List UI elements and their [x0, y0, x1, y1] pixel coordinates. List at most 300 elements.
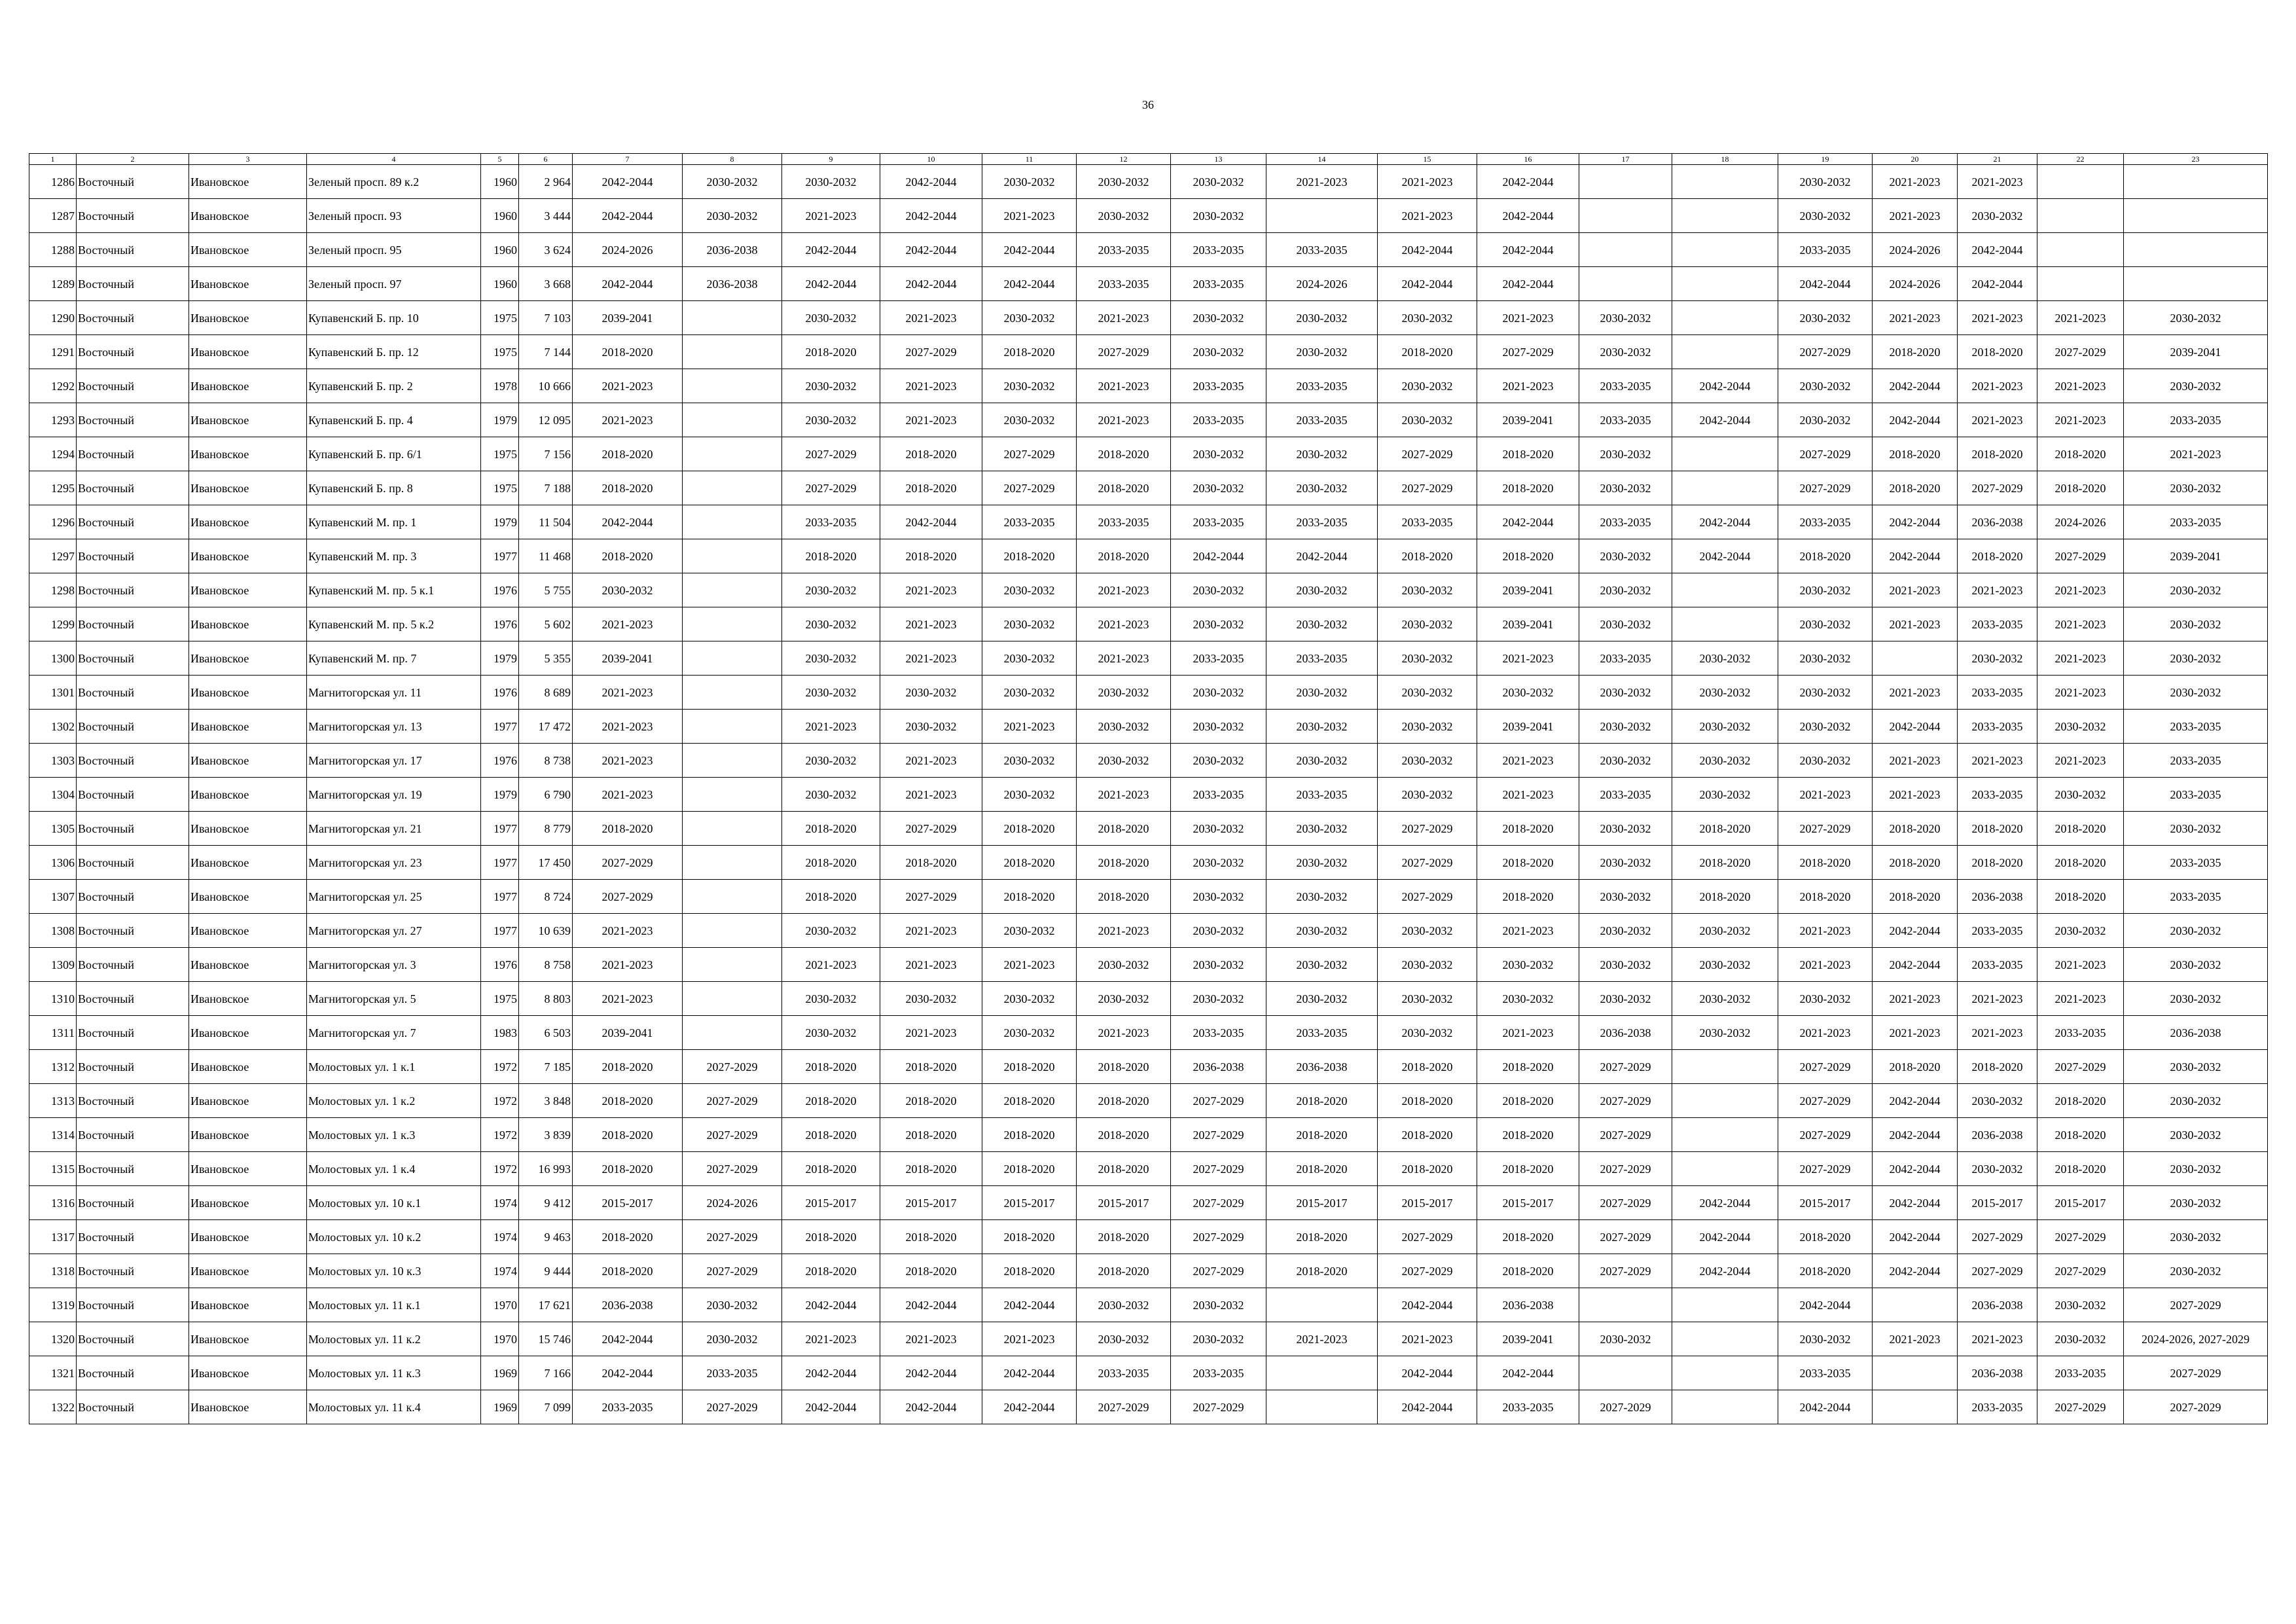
work-period-20-cell: 2042-2044	[1873, 1118, 1958, 1152]
build-year-cell: 1975	[481, 437, 519, 471]
row-number-cell: 1322	[29, 1390, 77, 1424]
work-period-22-cell	[2037, 165, 2124, 199]
work-period-17-cell: 2033-2035	[1579, 778, 1672, 812]
municipal-area-cell: Ивановское	[189, 641, 307, 676]
column-number-9: 9	[782, 154, 880, 165]
work-period-16-cell: 2021-2023	[1477, 369, 1579, 403]
work-period-14-cell	[1266, 1390, 1378, 1424]
work-period-14-cell: 2030-2032	[1266, 437, 1378, 471]
municipal-area-cell: Ивановское	[189, 437, 307, 471]
work-period-23-cell: 2021-2023	[2124, 437, 2268, 471]
table-row	[29, 880, 2268, 914]
municipal-area-cell: Ивановское	[189, 710, 307, 744]
work-period-22-cell: 2027-2029	[2037, 1390, 2124, 1424]
work-period-10-cell: 2042-2044	[880, 1288, 982, 1322]
municipal-area-cell: Ивановское	[189, 1390, 307, 1424]
row-number-cell: 1303	[29, 744, 77, 778]
work-period-21-cell: 2036-2038	[1958, 1288, 2037, 1322]
work-period-14-cell: 2033-2035	[1266, 641, 1378, 676]
work-period-23-cell: 2027-2029	[2124, 1356, 2268, 1390]
work-period-19-cell: 2030-2032	[1778, 573, 1873, 607]
work-period-21-cell: 2021-2023	[1958, 744, 2037, 778]
work-period-19-cell: 2018-2020	[1778, 1254, 1873, 1288]
work-period-17-cell: 2027-2029	[1579, 1390, 1672, 1424]
work-period-9-cell: 2030-2032	[782, 1016, 880, 1050]
work-period-7-cell: 2018-2020	[573, 1254, 683, 1288]
work-period-12-cell: 2018-2020	[1077, 1220, 1171, 1254]
work-period-21-cell: 2018-2020	[1958, 846, 2037, 880]
work-period-9-cell: 2018-2020	[782, 880, 880, 914]
work-period-16-cell: 2018-2020	[1477, 1152, 1579, 1186]
work-period-14-cell: 2018-2020	[1266, 1254, 1378, 1288]
work-period-16-cell: 2042-2044	[1477, 233, 1579, 267]
district-cell: Восточный	[77, 710, 189, 744]
work-period-21-cell: 2021-2023	[1958, 1016, 2037, 1050]
work-period-13-cell: 2030-2032	[1171, 914, 1266, 948]
district-cell: Восточный	[77, 982, 189, 1016]
work-period-15-cell: 2030-2032	[1378, 403, 1477, 437]
work-period-15-cell: 2018-2020	[1378, 335, 1477, 369]
work-period-21-cell: 2027-2029	[1958, 1220, 2037, 1254]
work-period-17-cell: 2033-2035	[1579, 641, 1672, 676]
area-cell: 9 463	[519, 1220, 573, 1254]
row-number-cell: 1298	[29, 573, 77, 607]
work-period-7-cell: 2036-2038	[573, 1288, 683, 1322]
work-period-17-cell: 2030-2032	[1579, 607, 1672, 641]
work-period-23-cell: 2033-2035	[2124, 403, 2268, 437]
work-period-20-cell: 2021-2023	[1873, 301, 1958, 335]
work-period-16-cell: 2015-2017	[1477, 1186, 1579, 1220]
work-period-11-cell: 2042-2044	[982, 267, 1077, 301]
work-period-9-cell: 2021-2023	[782, 948, 880, 982]
row-number-cell: 1302	[29, 710, 77, 744]
work-period-9-cell: 2027-2029	[782, 471, 880, 505]
work-period-23-cell: 2030-2032	[2124, 471, 2268, 505]
work-period-9-cell: 2030-2032	[782, 914, 880, 948]
table-row	[29, 505, 2268, 539]
municipal-area-cell: Ивановское	[189, 1084, 307, 1118]
work-period-14-cell: 2033-2035	[1266, 233, 1378, 267]
address-cell: Зеленый просп. 93	[307, 199, 481, 233]
municipal-area-cell: Ивановское	[189, 403, 307, 437]
work-period-17-cell	[1579, 165, 1672, 199]
work-period-22-cell: 2027-2029	[2037, 1254, 2124, 1288]
work-period-16-cell: 2018-2020	[1477, 1084, 1579, 1118]
work-period-20-cell: 2042-2044	[1873, 505, 1958, 539]
municipal-area-cell: Ивановское	[189, 471, 307, 505]
work-period-11-cell: 2033-2035	[982, 505, 1077, 539]
work-period-10-cell: 2021-2023	[880, 301, 982, 335]
row-number-cell: 1321	[29, 1356, 77, 1390]
work-period-10-cell: 2021-2023	[880, 744, 982, 778]
district-cell: Восточный	[77, 471, 189, 505]
row-number-cell: 1310	[29, 982, 77, 1016]
area-cell: 6 503	[519, 1016, 573, 1050]
work-period-16-cell: 2018-2020	[1477, 1220, 1579, 1254]
work-period-13-cell: 2030-2032	[1171, 165, 1266, 199]
address-cell: Молостовых ул. 11 к.4	[307, 1390, 481, 1424]
work-period-21-cell: 2018-2020	[1958, 812, 2037, 846]
work-period-15-cell: 2042-2044	[1378, 267, 1477, 301]
row-number-cell: 1295	[29, 471, 77, 505]
work-period-15-cell: 2030-2032	[1378, 1016, 1477, 1050]
work-period-17-cell: 2030-2032	[1579, 437, 1672, 471]
work-period-22-cell: 2021-2023	[2037, 676, 2124, 710]
work-period-14-cell	[1266, 1356, 1378, 1390]
work-period-17-cell: 2030-2032	[1579, 846, 1672, 880]
area-cell: 15 746	[519, 1322, 573, 1356]
build-year-cell: 1979	[481, 505, 519, 539]
area-cell: 8 724	[519, 880, 573, 914]
district-cell: Восточный	[77, 914, 189, 948]
work-period-12-cell: 2021-2023	[1077, 914, 1171, 948]
work-period-19-cell: 2018-2020	[1778, 1220, 1873, 1254]
work-period-19-cell: 2042-2044	[1778, 1288, 1873, 1322]
work-period-22-cell: 2030-2032	[2037, 1322, 2124, 1356]
work-period-20-cell: 2042-2044	[1873, 1254, 1958, 1288]
work-period-11-cell: 2018-2020	[982, 539, 1077, 573]
area-cell: 17 621	[519, 1288, 573, 1322]
work-period-14-cell: 2021-2023	[1266, 165, 1378, 199]
table-row	[29, 1016, 2268, 1050]
work-period-21-cell: 2018-2020	[1958, 437, 2037, 471]
work-period-17-cell	[1579, 199, 1672, 233]
build-year-cell: 1983	[481, 1016, 519, 1050]
work-period-17-cell: 2027-2029	[1579, 1152, 1672, 1186]
work-period-18-cell: 2042-2044	[1672, 1186, 1778, 1220]
build-year-cell: 1974	[481, 1254, 519, 1288]
work-period-13-cell: 2030-2032	[1171, 607, 1266, 641]
work-period-19-cell: 2027-2029	[1778, 1118, 1873, 1152]
municipal-area-cell: Ивановское	[189, 199, 307, 233]
address-cell: Магнитогорская ул. 7	[307, 1016, 481, 1050]
column-number-18: 18	[1672, 154, 1778, 165]
work-period-23-cell: 2039-2041	[2124, 539, 2268, 573]
address-cell: Купавенский Б. пр. 6/1	[307, 437, 481, 471]
work-period-15-cell: 2021-2023	[1378, 1322, 1477, 1356]
work-period-13-cell: 2036-2038	[1171, 1050, 1266, 1084]
table-row	[29, 846, 2268, 880]
work-period-16-cell: 2021-2023	[1477, 778, 1579, 812]
work-period-9-cell: 2042-2044	[782, 1356, 880, 1390]
work-period-19-cell: 2018-2020	[1778, 880, 1873, 914]
work-period-10-cell: 2042-2044	[880, 165, 982, 199]
work-period-23-cell: 2030-2032	[2124, 914, 2268, 948]
work-period-18-cell: 2030-2032	[1672, 1016, 1778, 1050]
municipal-area-cell: Ивановское	[189, 1220, 307, 1254]
municipal-area-cell: Ивановское	[189, 233, 307, 267]
work-period-20-cell: 2021-2023	[1873, 199, 1958, 233]
work-period-21-cell: 2030-2032	[1958, 1152, 2037, 1186]
work-period-23-cell: 2033-2035	[2124, 710, 2268, 744]
work-period-17-cell: 2027-2029	[1579, 1220, 1672, 1254]
area-cell: 17 450	[519, 846, 573, 880]
work-period-20-cell: 2042-2044	[1873, 1152, 1958, 1186]
work-period-9-cell: 2021-2023	[782, 1322, 880, 1356]
work-period-17-cell: 2030-2032	[1579, 301, 1672, 335]
work-period-12-cell: 2033-2035	[1077, 1356, 1171, 1390]
work-period-12-cell: 2018-2020	[1077, 1050, 1171, 1084]
work-period-10-cell: 2018-2020	[880, 437, 982, 471]
work-period-21-cell: 2018-2020	[1958, 335, 2037, 369]
work-period-19-cell: 2030-2032	[1778, 607, 1873, 641]
work-period-11-cell: 2030-2032	[982, 607, 1077, 641]
work-period-10-cell: 2030-2032	[880, 676, 982, 710]
column-number-21: 21	[1958, 154, 2037, 165]
work-period-15-cell: 2018-2020	[1378, 1084, 1477, 1118]
build-year-cell: 1975	[481, 471, 519, 505]
work-period-14-cell: 2030-2032	[1266, 471, 1378, 505]
work-period-9-cell: 2030-2032	[782, 982, 880, 1016]
area-cell: 5 755	[519, 573, 573, 607]
work-period-21-cell: 2021-2023	[1958, 403, 2037, 437]
build-year-cell: 1974	[481, 1220, 519, 1254]
work-period-16-cell: 2018-2020	[1477, 880, 1579, 914]
work-period-20-cell: 2018-2020	[1873, 1050, 1958, 1084]
work-period-16-cell: 2039-2041	[1477, 573, 1579, 607]
work-period-16-cell: 2042-2044	[1477, 267, 1579, 301]
table-row	[29, 982, 2268, 1016]
work-period-14-cell: 2015-2017	[1266, 1186, 1378, 1220]
work-period-22-cell: 2018-2020	[2037, 880, 2124, 914]
work-period-19-cell: 2042-2044	[1778, 267, 1873, 301]
work-period-11-cell: 2018-2020	[982, 880, 1077, 914]
work-period-14-cell: 2030-2032	[1266, 812, 1378, 846]
work-period-22-cell: 2018-2020	[2037, 437, 2124, 471]
address-cell: Купавенский Б. пр. 8	[307, 471, 481, 505]
row-number-cell: 1297	[29, 539, 77, 573]
work-period-8-cell	[683, 744, 782, 778]
build-year-cell: 1976	[481, 607, 519, 641]
work-period-12-cell: 2030-2032	[1077, 165, 1171, 199]
area-cell: 9 444	[519, 1254, 573, 1288]
build-year-cell: 1977	[481, 539, 519, 573]
work-period-12-cell: 2033-2035	[1077, 267, 1171, 301]
work-period-13-cell: 2030-2032	[1171, 301, 1266, 335]
work-period-22-cell: 2027-2029	[2037, 1050, 2124, 1084]
work-period-15-cell: 2030-2032	[1378, 778, 1477, 812]
work-period-9-cell: 2030-2032	[782, 403, 880, 437]
build-year-cell: 1970	[481, 1322, 519, 1356]
area-cell: 7 185	[519, 1050, 573, 1084]
table-row	[29, 710, 2268, 744]
work-period-9-cell: 2018-2020	[782, 335, 880, 369]
work-period-17-cell: 2030-2032	[1579, 539, 1672, 573]
work-period-14-cell: 2033-2035	[1266, 403, 1378, 437]
work-period-12-cell: 2018-2020	[1077, 437, 1171, 471]
work-period-15-cell: 2027-2029	[1378, 812, 1477, 846]
work-period-23-cell: 2033-2035	[2124, 778, 2268, 812]
table-row	[29, 267, 2268, 301]
build-year-cell: 1960	[481, 267, 519, 301]
district-cell: Восточный	[77, 778, 189, 812]
work-period-23-cell	[2124, 165, 2268, 199]
work-period-21-cell: 2033-2035	[1958, 676, 2037, 710]
build-year-cell: 1960	[481, 233, 519, 267]
work-period-9-cell: 2030-2032	[782, 165, 880, 199]
municipal-area-cell: Ивановское	[189, 1186, 307, 1220]
work-period-14-cell: 2033-2035	[1266, 778, 1378, 812]
work-period-18-cell	[1672, 301, 1778, 335]
district-cell: Восточный	[77, 676, 189, 710]
work-period-13-cell: 2033-2035	[1171, 641, 1266, 676]
work-period-18-cell	[1672, 335, 1778, 369]
work-period-16-cell: 2036-2038	[1477, 1288, 1579, 1322]
work-period-19-cell: 2027-2029	[1778, 1152, 1873, 1186]
work-period-8-cell	[683, 778, 782, 812]
work-period-12-cell: 2030-2032	[1077, 710, 1171, 744]
column-number-3: 3	[189, 154, 307, 165]
district-cell: Восточный	[77, 1152, 189, 1186]
row-number-cell: 1319	[29, 1288, 77, 1322]
row-number-cell: 1290	[29, 301, 77, 335]
work-period-18-cell: 2042-2044	[1672, 369, 1778, 403]
work-period-15-cell: 2030-2032	[1378, 982, 1477, 1016]
district-cell: Восточный	[77, 539, 189, 573]
work-period-14-cell: 2030-2032	[1266, 880, 1378, 914]
address-cell: Молостовых ул. 11 к.1	[307, 1288, 481, 1322]
work-period-11-cell: 2030-2032	[982, 573, 1077, 607]
work-period-15-cell: 2030-2032	[1378, 710, 1477, 744]
district-cell: Восточный	[77, 1016, 189, 1050]
work-period-20-cell	[1873, 1288, 1958, 1322]
work-period-14-cell: 2030-2032	[1266, 744, 1378, 778]
district-cell: Восточный	[77, 1288, 189, 1322]
address-cell: Купавенский Б. пр. 2	[307, 369, 481, 403]
table-row	[29, 573, 2268, 607]
municipal-area-cell: Ивановское	[189, 676, 307, 710]
work-period-13-cell: 2033-2035	[1171, 369, 1266, 403]
municipal-area-cell: Ивановское	[189, 1356, 307, 1390]
work-period-14-cell: 2030-2032	[1266, 914, 1378, 948]
work-period-12-cell: 2018-2020	[1077, 1084, 1171, 1118]
work-period-16-cell: 2039-2041	[1477, 710, 1579, 744]
work-period-22-cell: 2027-2029	[2037, 539, 2124, 573]
work-period-22-cell: 2018-2020	[2037, 812, 2124, 846]
work-period-7-cell: 2018-2020	[573, 1152, 683, 1186]
work-period-23-cell	[2124, 233, 2268, 267]
work-period-22-cell: 2021-2023	[2037, 573, 2124, 607]
work-period-13-cell: 2027-2029	[1171, 1152, 1266, 1186]
work-period-13-cell: 2027-2029	[1171, 1118, 1266, 1152]
district-cell: Восточный	[77, 1220, 189, 1254]
work-period-22-cell	[2037, 267, 2124, 301]
work-period-15-cell: 2042-2044	[1378, 1288, 1477, 1322]
work-period-12-cell: 2018-2020	[1077, 812, 1171, 846]
work-period-10-cell: 2042-2044	[880, 199, 982, 233]
work-period-21-cell: 2033-2035	[1958, 914, 2037, 948]
address-cell: Зеленый просп. 97	[307, 267, 481, 301]
table-row	[29, 744, 2268, 778]
work-period-9-cell: 2042-2044	[782, 1288, 880, 1322]
municipal-area-cell: Ивановское	[189, 1288, 307, 1322]
district-cell: Восточный	[77, 948, 189, 982]
work-period-21-cell: 2021-2023	[1958, 369, 2037, 403]
table-row	[29, 676, 2268, 710]
work-period-12-cell: 2021-2023	[1077, 403, 1171, 437]
work-period-12-cell: 2018-2020	[1077, 880, 1171, 914]
work-period-7-cell: 2021-2023	[573, 369, 683, 403]
municipal-area-cell: Ивановское	[189, 812, 307, 846]
build-year-cell: 1974	[481, 1186, 519, 1220]
work-period-22-cell: 2018-2020	[2037, 1084, 2124, 1118]
work-period-20-cell	[1873, 641, 1958, 676]
work-period-23-cell	[2124, 267, 2268, 301]
table-row	[29, 369, 2268, 403]
column-number-19: 19	[1778, 154, 1873, 165]
work-period-21-cell: 2042-2044	[1958, 233, 2037, 267]
column-number-4: 4	[307, 154, 481, 165]
work-period-8-cell	[683, 301, 782, 335]
work-period-12-cell: 2021-2023	[1077, 1016, 1171, 1050]
work-period-21-cell: 2033-2035	[1958, 710, 2037, 744]
work-period-8-cell	[683, 710, 782, 744]
table-row	[29, 1050, 2268, 1084]
work-period-15-cell: 2018-2020	[1378, 539, 1477, 573]
municipal-area-cell: Ивановское	[189, 880, 307, 914]
table-row	[29, 437, 2268, 471]
work-period-20-cell: 2021-2023	[1873, 1016, 1958, 1050]
table-row	[29, 1152, 2268, 1186]
work-period-18-cell: 2030-2032	[1672, 914, 1778, 948]
work-period-19-cell: 2021-2023	[1778, 778, 1873, 812]
work-period-10-cell: 2030-2032	[880, 710, 982, 744]
work-period-12-cell: 2021-2023	[1077, 641, 1171, 676]
build-year-cell: 1975	[481, 301, 519, 335]
work-period-23-cell: 2030-2032	[2124, 301, 2268, 335]
work-period-19-cell: 2021-2023	[1778, 1016, 1873, 1050]
column-number-11: 11	[982, 154, 1077, 165]
work-period-19-cell: 2033-2035	[1778, 505, 1873, 539]
work-period-19-cell: 2027-2029	[1778, 812, 1873, 846]
work-period-20-cell: 2018-2020	[1873, 812, 1958, 846]
area-cell: 12 095	[519, 403, 573, 437]
work-period-23-cell: 2030-2032	[2124, 641, 2268, 676]
work-period-13-cell: 2027-2029	[1171, 1084, 1266, 1118]
work-period-10-cell: 2018-2020	[880, 1152, 982, 1186]
address-cell: Молостовых ул. 10 к.2	[307, 1220, 481, 1254]
work-period-12-cell: 2021-2023	[1077, 778, 1171, 812]
work-period-22-cell: 2021-2023	[2037, 982, 2124, 1016]
work-period-18-cell: 2030-2032	[1672, 948, 1778, 982]
build-year-cell: 1960	[481, 199, 519, 233]
work-period-11-cell: 2030-2032	[982, 778, 1077, 812]
district-cell: Восточный	[77, 1050, 189, 1084]
work-period-9-cell: 2018-2020	[782, 846, 880, 880]
work-period-9-cell: 2042-2044	[782, 233, 880, 267]
work-period-16-cell: 2018-2020	[1477, 846, 1579, 880]
work-period-14-cell: 2030-2032	[1266, 948, 1378, 982]
work-period-14-cell: 2033-2035	[1266, 369, 1378, 403]
work-period-13-cell: 2030-2032	[1171, 948, 1266, 982]
work-period-10-cell: 2021-2023	[880, 403, 982, 437]
work-period-14-cell: 2030-2032	[1266, 607, 1378, 641]
municipal-area-cell: Ивановское	[189, 539, 307, 573]
work-period-10-cell: 2042-2044	[880, 1356, 982, 1390]
table-row	[29, 233, 2268, 267]
municipal-area-cell: Ивановское	[189, 982, 307, 1016]
work-period-18-cell	[1672, 607, 1778, 641]
work-period-9-cell: 2030-2032	[782, 641, 880, 676]
column-number-17: 17	[1579, 154, 1672, 165]
work-period-9-cell: 2042-2044	[782, 267, 880, 301]
work-period-11-cell: 2021-2023	[982, 710, 1077, 744]
work-period-8-cell: 2036-2038	[683, 233, 782, 267]
work-period-17-cell: 2027-2029	[1579, 1050, 1672, 1084]
municipal-area-cell: Ивановское	[189, 1050, 307, 1084]
work-period-13-cell: 2030-2032	[1171, 676, 1266, 710]
municipal-area-cell: Ивановское	[189, 505, 307, 539]
